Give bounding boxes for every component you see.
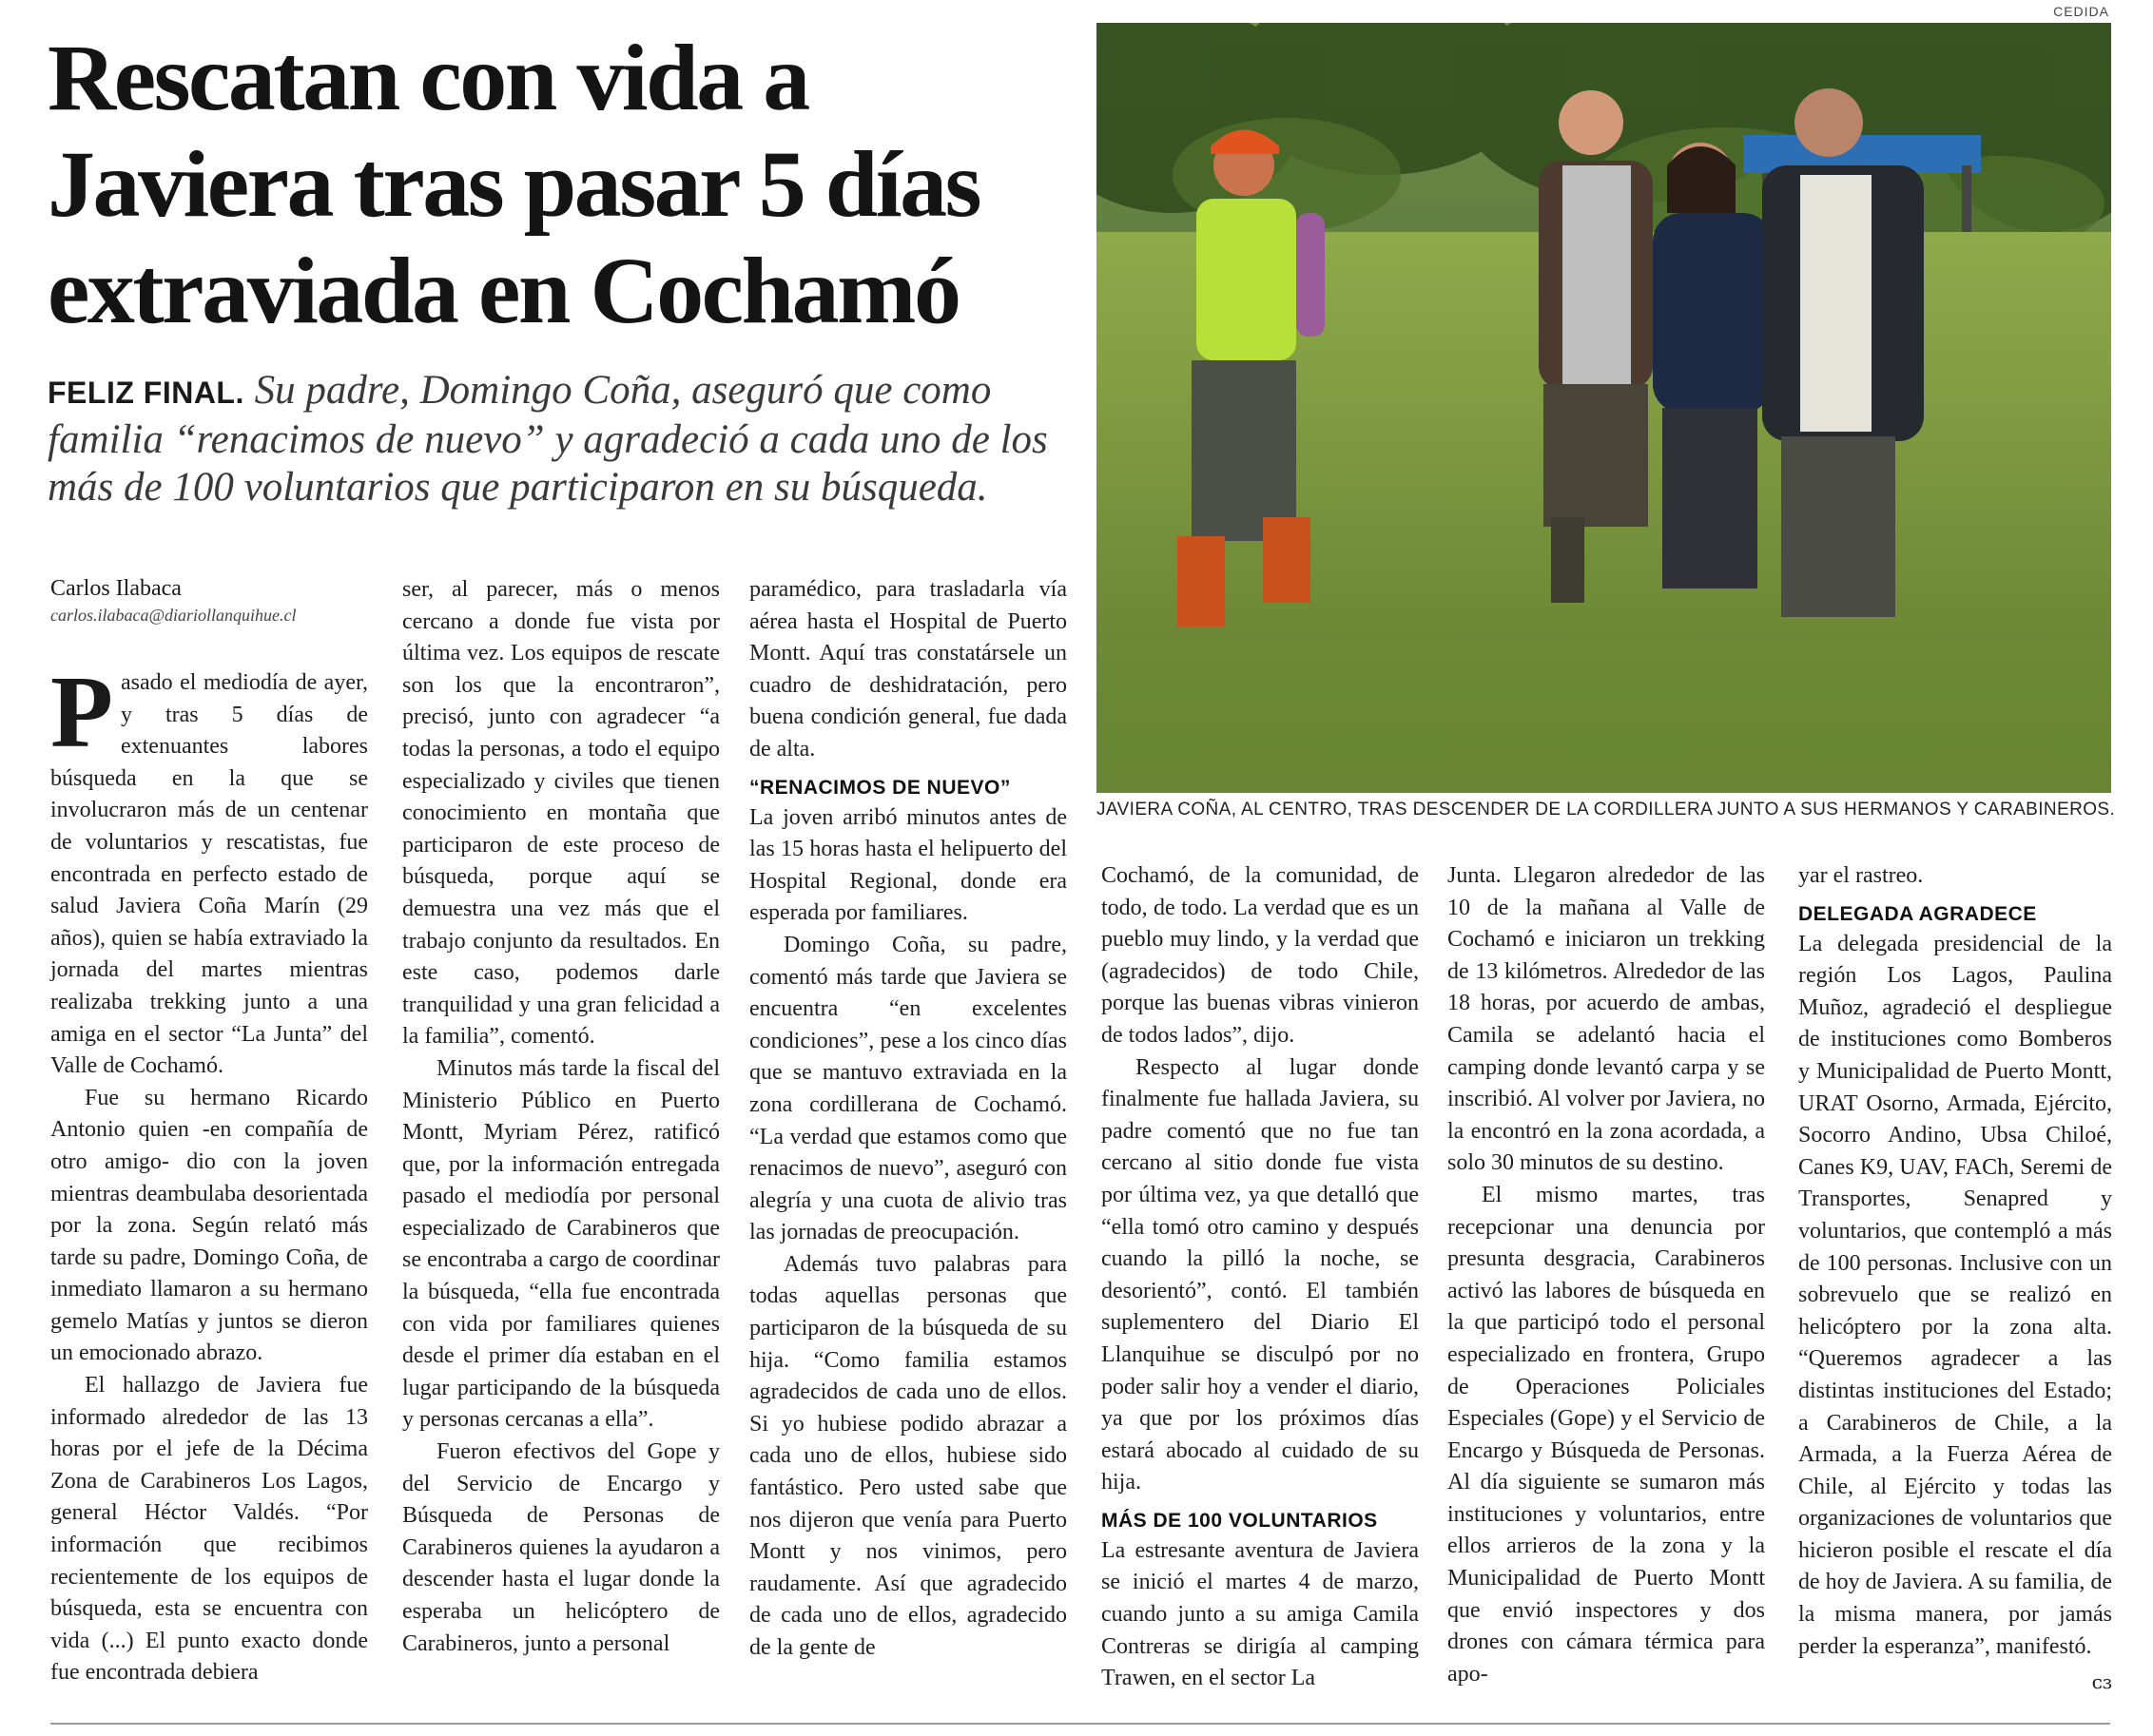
subheading: “RENACIMOS DE NUEVO”: [749, 776, 1011, 799]
paragraph: La joven arribó minutos antes de las 15 horas hasta el helipuerto del Hospital Regional, donde era esperada por familiares.: [749, 804, 1067, 926]
paragraph: Junta. Llegaron alrededor de las 10 de la mañana al Valle de Cochamó e iniciaron un trekking de 13 kilómetros. Alrededor de las 18 horas, por acuerdo de ambas, Camila se adelantó hacia el camping donde levantó carpa y se inscribió. Al volver por Javiera, no la encontró en la zona acordada, a solo 30 minutos de su destino.: [1447, 863, 1765, 1176]
deck: [48, 367, 1084, 511]
article-column-3: [749, 574, 1067, 1665]
paragraph: yar el rastreo.: [1798, 863, 1924, 888]
brother-left-figure: [1539, 90, 1653, 603]
subheading: DELEGADA AGRADECE: [1798, 902, 2037, 925]
article-column-6: [1798, 860, 2112, 1699]
byline-author: Carlos Ilabaca: [50, 576, 182, 601]
article-column-1: [50, 656, 368, 1689]
paragraph: Domingo Coña, su padre, comentó más tarde que Javiera se encuentra “en excelentes condiciones”, pese a los cinco días que se mantuvo extraviada en la zona cordillerana de Cochamó. “La verdad que estamos como que renacimos de nuevo”, aseguró con alegría y una cuota de alivio tras las jornadas de preocupación.: [749, 932, 1067, 1245]
article-column-4: [1101, 860, 1419, 1695]
headline-line-1: Rescatan con vida a: [48, 25, 808, 130]
paragraph: El hallazgo de Javiera fue informado alrededor de las 13 horas por el jefe de la Décima Zona de Carabineros Los Lagos, general Héctor Valdés. “Por información que recibimos recientemente de los equipos de búsqueda, esta se encuentra con vida (...) El punto exacto donde fue encontrada debiera: [50, 1373, 368, 1686]
deck-text: Su padre, Domingo Coña, aseguró que como familia “renacimos de nuevo” y agradeció a cada uno de los más de 100 voluntarios que participaron en su búsqueda.: [48, 368, 1048, 510]
headline: [48, 25, 1075, 344]
byline: [50, 574, 374, 627]
paragraph: Fue su hermano Ricardo Antonio quien -en compañía de otro amigo- dio con la joven mientras deambulaba desorientada por la zona. Según relató más tarde su padre, Domingo Coña, de inmediato llamaron a su hermano gemelo Matías y juntos se dieron un emocionado abrazo.: [50, 1085, 368, 1366]
deck-kicker: FELIZ FINAL.: [48, 376, 244, 410]
photo-credit: CEDIDA: [2053, 4, 2109, 19]
paragraph: Respecto al lugar donde finalmente fue hallada Javiera, su padre comentó que no fue tan cercano al sitio donde fue vista por última vez, ya que detalló que “ella tomó otro camino y después cuando la pilló la noche, se desorientó”, contó. El también suplementero del Diario El Llanquihue se disculpó por no poder salir hoy a vender el diario, ya que por los próximos días estará abocado al cuidado de su hija.: [1101, 1054, 1419, 1495]
paragraph: El mismo martes, tras recepcionar una denuncia por presunta desgracia, Carabineros activó las labores de búsqueda en la que participó todo el personal especializado en frontera, Grupo de Operaciones Policiales Especiales (Gope) y el Servicio de Encargo y Búsqueda de Personas. Al día siguiente se sumaron más instituciones y voluntarios, entre ellos arrieros de la zona y la Municipalidad de Puerto Montt que envió inspectores y dos drones con cámara térmica para apo-: [1447, 1182, 1765, 1687]
headline-line-2: Javiera tras pasar 5 días: [48, 131, 980, 237]
subheading: MÁS DE 100 VOLUNTARIOS: [1101, 1509, 1378, 1532]
paragraph: ser, al parecer, más o menos cercano a donde fue vista por última vez. Los equipos de rescate son los que la encontraron”, precisó, junto con agradecer “a todas la personas, a todo el equipo especializado y civiles que tienen conocimiento en montaña que participaron de este proceso de búsqueda, porque aquí se demuestra una vez más que el trabajo conjunto da resultados. En este caso, podemos darle tranquilidad y una gran felicidad a la familia”, comentó.: [402, 577, 720, 1050]
headline-line-3: extraviada en Cochamó: [48, 238, 960, 343]
paragraph-text: asado el mediodía de ayer, y tras 5 días de extenuantes labores búsqueda en la que se involucraron más de un centenar de voluntarios y rescatistas, fue encontrada en perfecto estado de salud Javiera Coña Marín (29 años), quien se había extraviado la jornada del martes mientras realizaba trekking junto a una amiga en el sector “La Junta” del Valle de Cochamó.: [50, 670, 368, 1079]
news-photo: [1096, 23, 2111, 793]
drop-cap: P: [50, 656, 113, 769]
paragraph: Minutos más tarde la fiscal del Ministerio Público en Puerto Montt, Myriam Pérez, ratificó que, por la información entregada pasado el mediodía por personal especializado de Carabineros que se encontraba a cargo de coordinar la búsqueda, “ella fue encontrada con vida por familiares quienes desde el primer día estaban en el lugar participando de la búsqueda y personas cercanas a ella”.: [402, 1055, 720, 1433]
paragraph: Cochamó, de la comunidad, de todo, de todo. La verdad que es un pueblo muy lindo, y la verdad que (agradecidos) de todo Chile, porque las buenas vibras vinieron de todos lados”, dijo.: [1101, 863, 1419, 1048]
paragraph: Además tuvo palabras para todas aquellas personas que participaron de la búsqueda de su hija. “Como familia estamos agradecidos de cada uno de ellos. Si yo hubiese podido abrazar a cada uno de ellos, hubiese sido fantástico. Pero usted sabe que nos dijeron que venía para Puerto Montt y nos vinimos, pero raudamente. Así que agradecido de cada uno de ellos, agradecido de la gente de: [749, 1251, 1067, 1660]
paragraph: [50, 656, 368, 1083]
bottom-rule: [50, 1723, 2110, 1725]
article-column-5: [1447, 860, 1765, 1690]
byline-email: carlos.ilabaca@diariollanquihue.cl: [50, 606, 297, 625]
paragraph: La delegada presidencial de la región Los Lagos, Paulina Muñoz, agradeció el despliegue de instituciones como Bomberos y Municipalidad de Puerto Montt, URAT Osorno, Armada, Ejército, Socorro Andino, Ubsa Chiloé, Canes K9, UAV, FACh, Seremi de Transportes, Senapred y voluntarios, que contempló a más de 100 personas. Inclusive con un sobrevuelo que se realizó en helicóptero por la zona alta. “Queremos agradecer a las distintas instituciones del Estado; a Carabineros de Chile, a la Armada, a la Fuerza Aérea de Chile, al Ejército y todas las organizaciones de voluntarios que hicieron posible el rescate el día de hoy de Javiera. A su familia, de la misma manera, por jamás perder la esperanza”, manifestó.: [1798, 931, 2112, 1659]
photo-caption: JAVIERA COÑA, AL CENTRO, TRAS DESCENDER DE LA CORDILLERA JUNTO A SUS HERMANOS Y CARABINEROS.: [1096, 800, 2116, 820]
paragraph: La estresante aventura de Javiera se inició el martes 4 de marzo, cuando junto a su amiga Camila Contreras se dirigía al camping Trawen, en el sector La: [1101, 1537, 1419, 1691]
paragraph: paramédico, para trasladarla vía aérea hasta el Hospital de Puerto Montt. Aquí tras constatársele un cuadro de deshidratación, pero buena condición general, fue dada de alta.: [749, 577, 1067, 762]
end-mark: ᴄɜ: [2091, 1670, 2112, 1694]
paragraph: Fueron efectivos del Gope y del Servicio de Encargo y Búsqueda de Personas de Carabineros quienes la ayudaron a descender hasta el lugar donde la esperaba un helicóptero de Carabineros, junto a personal: [402, 1439, 720, 1656]
article-column-2: [402, 574, 720, 1660]
